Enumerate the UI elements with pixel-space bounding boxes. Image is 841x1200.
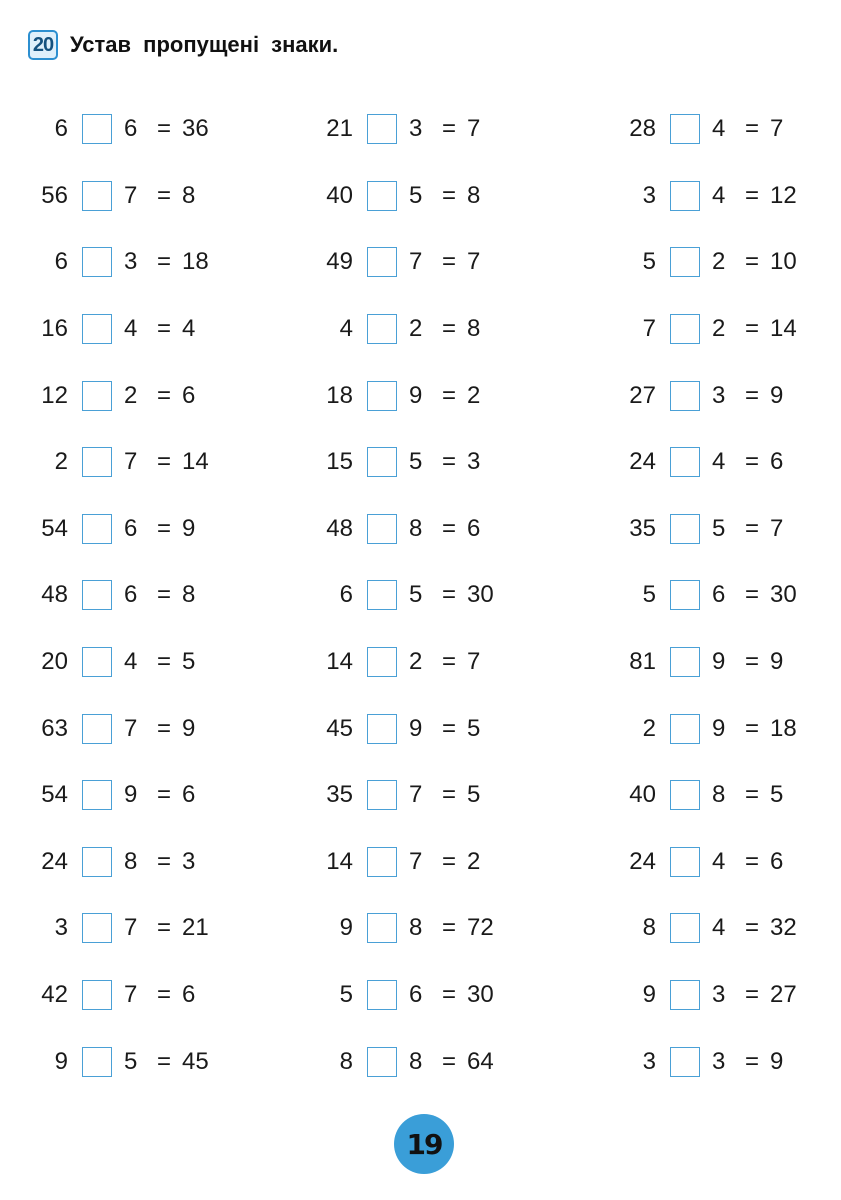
- operand-right: 5: [409, 181, 423, 209]
- equals-sign: =: [156, 714, 171, 742]
- equation-row: [30, 163, 290, 230]
- equals-sign: =: [744, 381, 759, 409]
- operand-left: 5: [642, 248, 656, 276]
- operand-left: 28: [629, 115, 656, 143]
- equation-row: [315, 962, 575, 1029]
- equals-sign: =: [441, 781, 456, 809]
- result-value: 30: [770, 581, 797, 609]
- operand-left: 4: [339, 315, 353, 343]
- missing-sign-box[interactable]: [367, 980, 397, 1010]
- missing-sign-box[interactable]: [670, 1047, 700, 1077]
- page-number: 19: [394, 1114, 454, 1174]
- missing-sign-box[interactable]: [82, 714, 112, 744]
- equals-sign: =: [441, 714, 456, 742]
- result-value: 4: [182, 315, 196, 343]
- missing-sign-box[interactable]: [367, 114, 397, 144]
- missing-sign-box[interactable]: [82, 1047, 112, 1077]
- operand-left: 45: [326, 714, 353, 742]
- operand-left: 6: [339, 581, 353, 609]
- result-value: 3: [182, 847, 196, 875]
- result-value: 6: [182, 981, 196, 1009]
- task-number-badge: 20: [28, 30, 58, 60]
- operand-right: 2: [409, 315, 423, 343]
- operand-left: 6: [54, 115, 68, 143]
- equals-sign: =: [441, 514, 456, 542]
- operand-left: 49: [326, 248, 353, 276]
- equals-sign: =: [156, 248, 171, 276]
- equation-row: [30, 629, 290, 696]
- equation-row: [30, 96, 290, 163]
- operand-left: 14: [326, 648, 353, 676]
- result-value: 72: [467, 914, 494, 942]
- equals-sign: =: [744, 648, 759, 676]
- equation-row: [315, 496, 575, 563]
- operand-left: 54: [41, 781, 68, 809]
- result-value: 9: [182, 714, 196, 742]
- missing-sign-box[interactable]: [82, 181, 112, 211]
- missing-sign-box[interactable]: [670, 580, 700, 610]
- operand-right: 2: [712, 315, 726, 343]
- missing-sign-box[interactable]: [367, 447, 397, 477]
- missing-sign-box[interactable]: [670, 114, 700, 144]
- equals-sign: =: [744, 847, 759, 875]
- equals-sign: =: [441, 847, 456, 875]
- equation-row: [315, 229, 575, 296]
- equation-row: [30, 562, 290, 629]
- operand-left: 16: [41, 315, 68, 343]
- operand-left: 7: [642, 315, 656, 343]
- missing-sign-box[interactable]: [670, 647, 700, 677]
- equation-row: [618, 362, 841, 429]
- operand-left: 15: [326, 448, 353, 476]
- missing-sign-box[interactable]: [82, 847, 112, 877]
- operand-left: 3: [642, 181, 656, 209]
- result-value: 2: [467, 847, 481, 875]
- operand-right: 4: [712, 847, 726, 875]
- operand-left: 42: [41, 981, 68, 1009]
- equals-sign: =: [156, 981, 171, 1009]
- operand-right: 3: [712, 381, 726, 409]
- equals-sign: =: [744, 1047, 759, 1075]
- equation-row: [618, 296, 841, 363]
- equals-sign: =: [441, 248, 456, 276]
- equals-sign: =: [441, 315, 456, 343]
- result-value: 2: [467, 381, 481, 409]
- result-value: 6: [770, 448, 784, 476]
- operand-left: 2: [54, 448, 68, 476]
- result-value: 6: [182, 381, 196, 409]
- equation-row: [618, 762, 841, 829]
- equation-row: [315, 1028, 575, 1095]
- result-value: 9: [770, 1047, 784, 1075]
- missing-sign-box[interactable]: [670, 714, 700, 744]
- equals-sign: =: [744, 981, 759, 1009]
- missing-sign-box[interactable]: [82, 114, 112, 144]
- operand-right: 7: [124, 181, 138, 209]
- operand-right: 6: [124, 514, 138, 542]
- result-value: 9: [182, 514, 196, 542]
- operand-right: 6: [124, 115, 138, 143]
- operand-right: 4: [712, 181, 726, 209]
- operand-left: 5: [642, 581, 656, 609]
- result-value: 32: [770, 914, 797, 942]
- missing-sign-box[interactable]: [670, 847, 700, 877]
- result-value: 7: [467, 115, 481, 143]
- operand-left: 3: [54, 914, 68, 942]
- equation-row: [618, 562, 841, 629]
- operand-left: 12: [41, 381, 68, 409]
- operand-left: 40: [629, 781, 656, 809]
- operand-left: 3: [642, 1047, 656, 1075]
- operand-right: 8: [712, 781, 726, 809]
- equation-row: [618, 962, 841, 1029]
- result-value: 3: [467, 448, 481, 476]
- operand-left: 24: [629, 448, 656, 476]
- operand-right: 4: [712, 115, 726, 143]
- equation-row: [315, 96, 575, 163]
- operand-right: 2: [124, 381, 138, 409]
- equals-sign: =: [744, 448, 759, 476]
- operand-left: 40: [326, 181, 353, 209]
- result-value: 8: [467, 181, 481, 209]
- equals-sign: =: [441, 914, 456, 942]
- equals-sign: =: [441, 448, 456, 476]
- equation-row: [618, 96, 841, 163]
- result-value: 7: [467, 248, 481, 276]
- equals-sign: =: [744, 181, 759, 209]
- equation-row: [618, 163, 841, 230]
- result-value: 8: [182, 181, 196, 209]
- equals-sign: =: [744, 514, 759, 542]
- equals-sign: =: [441, 1047, 456, 1075]
- operand-right: 5: [409, 448, 423, 476]
- equation-row: [315, 562, 575, 629]
- operand-left: 24: [629, 847, 656, 875]
- missing-sign-box[interactable]: [670, 514, 700, 544]
- result-value: 9: [770, 648, 784, 676]
- result-value: 30: [467, 981, 494, 1009]
- equals-sign: =: [156, 914, 171, 942]
- operand-right: 2: [712, 248, 726, 276]
- result-value: 5: [770, 781, 784, 809]
- operand-left: 8: [339, 1047, 353, 1075]
- operand-left: 35: [629, 514, 656, 542]
- operand-left: 35: [326, 781, 353, 809]
- equals-sign: =: [744, 315, 759, 343]
- missing-sign-box[interactable]: [82, 314, 112, 344]
- missing-sign-box[interactable]: [82, 447, 112, 477]
- equation-column-1: [30, 96, 290, 1095]
- result-value: 6: [770, 847, 784, 875]
- result-value: 21: [182, 914, 209, 942]
- operand-right: 9: [124, 781, 138, 809]
- equation-row: [618, 695, 841, 762]
- equation-row: [315, 362, 575, 429]
- missing-sign-box[interactable]: [82, 913, 112, 943]
- operand-right: 4: [124, 315, 138, 343]
- equals-sign: =: [156, 648, 171, 676]
- missing-sign-box[interactable]: [670, 980, 700, 1010]
- operand-left: 63: [41, 714, 68, 742]
- result-value: 6: [467, 514, 481, 542]
- result-value: 14: [182, 448, 209, 476]
- equals-sign: =: [156, 581, 171, 609]
- operand-left: 56: [41, 181, 68, 209]
- equation-row: [315, 762, 575, 829]
- missing-sign-box[interactable]: [367, 847, 397, 877]
- operand-right: 5: [409, 581, 423, 609]
- missing-sign-box[interactable]: [82, 647, 112, 677]
- equals-sign: =: [744, 115, 759, 143]
- equation-column-3: [618, 96, 841, 1095]
- operand-left: 14: [326, 847, 353, 875]
- equation-row: [30, 229, 290, 296]
- missing-sign-box[interactable]: [367, 780, 397, 810]
- equals-sign: =: [156, 1047, 171, 1075]
- equation-row: [315, 829, 575, 896]
- operand-left: 48: [41, 581, 68, 609]
- equation-row: [315, 163, 575, 230]
- missing-sign-box[interactable]: [670, 447, 700, 477]
- result-value: 18: [770, 714, 797, 742]
- equals-sign: =: [441, 981, 456, 1009]
- equals-sign: =: [441, 381, 456, 409]
- operand-right: 2: [409, 648, 423, 676]
- equation-row: [30, 496, 290, 563]
- equation-row: [30, 762, 290, 829]
- result-value: 45: [182, 1047, 209, 1075]
- operand-left: 27: [629, 381, 656, 409]
- equation-row: [315, 629, 575, 696]
- equals-sign: =: [744, 714, 759, 742]
- result-value: 9: [770, 381, 784, 409]
- equals-sign: =: [744, 581, 759, 609]
- missing-sign-box[interactable]: [367, 714, 397, 744]
- equation-row: [30, 895, 290, 962]
- result-value: 64: [467, 1047, 494, 1075]
- equation-row: [618, 895, 841, 962]
- equation-row: [30, 362, 290, 429]
- operand-right: 9: [712, 648, 726, 676]
- operand-left: 9: [642, 981, 656, 1009]
- equals-sign: =: [441, 181, 456, 209]
- equals-sign: =: [744, 248, 759, 276]
- result-value: 36: [182, 115, 209, 143]
- missing-sign-box[interactable]: [367, 181, 397, 211]
- equals-sign: =: [156, 381, 171, 409]
- operand-left: 18: [326, 381, 353, 409]
- operand-left: 21: [326, 115, 353, 143]
- operand-left: 9: [339, 914, 353, 942]
- missing-sign-box[interactable]: [670, 780, 700, 810]
- result-value: 7: [770, 514, 784, 542]
- operand-right: 6: [409, 981, 423, 1009]
- result-value: 5: [182, 648, 196, 676]
- result-value: 18: [182, 248, 209, 276]
- missing-sign-box[interactable]: [670, 913, 700, 943]
- equation-column-2: [315, 96, 575, 1095]
- equation-row: [618, 496, 841, 563]
- operand-left: 48: [326, 514, 353, 542]
- result-value: 10: [770, 248, 797, 276]
- operand-right: 9: [409, 381, 423, 409]
- equation-row: [30, 429, 290, 496]
- operand-right: 4: [712, 448, 726, 476]
- equals-sign: =: [156, 181, 171, 209]
- task-title: Устав пропущені знаки.: [70, 32, 339, 57]
- result-value: 14: [770, 315, 797, 343]
- result-value: 5: [467, 781, 481, 809]
- missing-sign-box[interactable]: [367, 247, 397, 277]
- missing-sign-box[interactable]: [82, 381, 112, 411]
- operand-right: 6: [712, 581, 726, 609]
- operand-right: 6: [124, 581, 138, 609]
- equals-sign: =: [744, 781, 759, 809]
- equals-sign: =: [156, 448, 171, 476]
- operand-right: 4: [712, 914, 726, 942]
- operand-left: 2: [642, 714, 656, 742]
- equation-row: [618, 1028, 841, 1095]
- operand-right: 7: [124, 448, 138, 476]
- equals-sign: =: [156, 514, 171, 542]
- operand-left: 6: [54, 248, 68, 276]
- operand-left: 9: [54, 1047, 68, 1075]
- missing-sign-box[interactable]: [367, 647, 397, 677]
- result-value: 6: [182, 781, 196, 809]
- equation-row: [30, 296, 290, 363]
- equals-sign: =: [156, 315, 171, 343]
- result-value: 7: [467, 648, 481, 676]
- operand-right: 9: [409, 714, 423, 742]
- missing-sign-box[interactable]: [670, 181, 700, 211]
- equals-sign: =: [441, 115, 456, 143]
- equation-row: [30, 829, 290, 896]
- operand-right: 7: [124, 714, 138, 742]
- operand-right: 8: [409, 514, 423, 542]
- operand-left: 54: [41, 514, 68, 542]
- equals-sign: =: [156, 115, 171, 143]
- missing-sign-box[interactable]: [367, 580, 397, 610]
- operand-right: 3: [124, 248, 138, 276]
- missing-sign-box[interactable]: [367, 913, 397, 943]
- operand-right: 7: [409, 781, 423, 809]
- equation-row: [30, 962, 290, 1029]
- missing-sign-box[interactable]: [82, 514, 112, 544]
- missing-sign-box[interactable]: [367, 1047, 397, 1077]
- operand-right: 4: [124, 648, 138, 676]
- equation-row: [315, 895, 575, 962]
- missing-sign-box[interactable]: [82, 580, 112, 610]
- equation-row: [315, 296, 575, 363]
- operand-left: 81: [629, 648, 656, 676]
- missing-sign-box[interactable]: [670, 247, 700, 277]
- operand-right: 8: [409, 1047, 423, 1075]
- equals-sign: =: [441, 581, 456, 609]
- result-value: 5: [467, 714, 481, 742]
- operand-left: 5: [339, 981, 353, 1009]
- equation-row: [618, 629, 841, 696]
- missing-sign-box[interactable]: [670, 314, 700, 344]
- equation-row: [618, 229, 841, 296]
- missing-sign-box[interactable]: [670, 381, 700, 411]
- operand-right: 3: [409, 115, 423, 143]
- operand-right: 9: [712, 714, 726, 742]
- operand-right: 7: [409, 847, 423, 875]
- operand-right: 7: [409, 248, 423, 276]
- task-header: [28, 30, 338, 60]
- equals-sign: =: [156, 781, 171, 809]
- result-value: 27: [770, 981, 797, 1009]
- operand-right: 7: [124, 981, 138, 1009]
- operand-right: 3: [712, 1047, 726, 1075]
- operand-left: 24: [41, 847, 68, 875]
- missing-sign-box[interactable]: [82, 247, 112, 277]
- equation-row: [30, 1028, 290, 1095]
- missing-sign-box[interactable]: [82, 980, 112, 1010]
- equals-sign: =: [156, 847, 171, 875]
- result-value: 8: [467, 315, 481, 343]
- operand-left: 20: [41, 648, 68, 676]
- result-value: 30: [467, 581, 494, 609]
- operand-right: 5: [124, 1047, 138, 1075]
- operand-right: 8: [409, 914, 423, 942]
- operand-left: 8: [642, 914, 656, 942]
- result-value: 8: [182, 581, 196, 609]
- equation-row: [618, 829, 841, 896]
- equation-row: [30, 695, 290, 762]
- equation-row: [315, 429, 575, 496]
- missing-sign-box[interactable]: [367, 314, 397, 344]
- operand-right: 3: [712, 981, 726, 1009]
- missing-sign-box[interactable]: [367, 514, 397, 544]
- result-value: 12: [770, 181, 797, 209]
- equals-sign: =: [441, 648, 456, 676]
- operand-right: 5: [712, 514, 726, 542]
- operand-right: 7: [124, 914, 138, 942]
- missing-sign-box[interactable]: [367, 381, 397, 411]
- equals-sign: =: [744, 914, 759, 942]
- operand-right: 8: [124, 847, 138, 875]
- equation-row: [315, 695, 575, 762]
- result-value: 7: [770, 115, 784, 143]
- equation-row: [618, 429, 841, 496]
- missing-sign-box[interactable]: [82, 780, 112, 810]
